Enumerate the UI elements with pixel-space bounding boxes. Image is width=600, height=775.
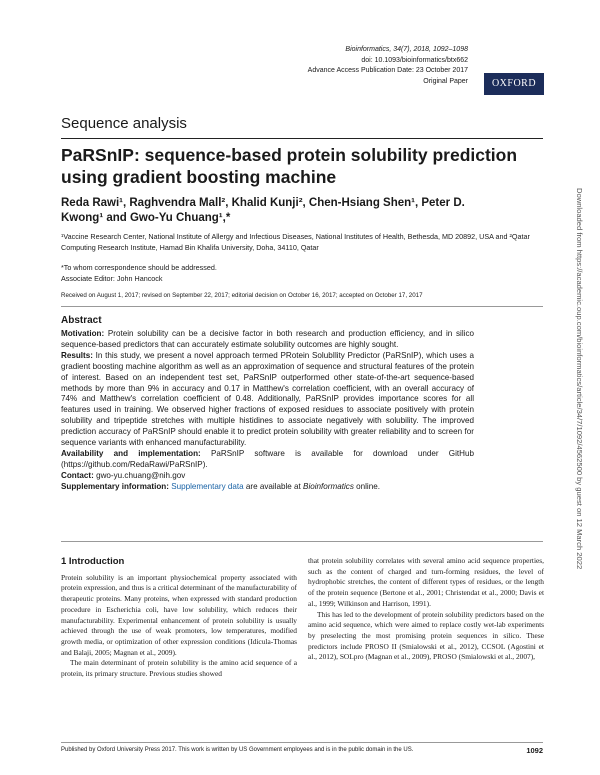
paper-type: Original Paper [423,77,468,85]
doi-link[interactable]: doi: 10.1093/bioinformatics/btx662 [361,56,468,64]
abstract-heading: Abstract [61,315,102,326]
abstract-contact [61,471,474,482]
supplementary-data-link[interactable]: Supplementary data [171,481,244,491]
motivation-text: Protein solubility can be a decisive factor in both research and production efficiency, and in silico sequence-based predictors that can accurately estimate solubility outcomes are highly sought. [61,329,474,349]
supp-mid: are available at [245,481,301,491]
supp-end: online. [356,481,380,491]
affiliations: ¹Vaccine Research Center, National Institute of Allergy and Infectious Diseases, National Institutes of Health, Bethesda, MD 20892, USA and ²Qatar Computing Research Institute, Hamad Bin Khalifa University, Doha, 34110, Qatar [61,232,530,252]
paper-title: PaRSnIP: sequence-based protein solubility prediction using gradient boosting machine [61,145,518,187]
footer-copyright: Published by Oxford University Press 2017. This work is written by US Government employees and is in the public domain in the US. [61,747,414,753]
intro-paragraph-1: Protein solubility is an important physiochemical property associated with protein expression, and thus is a critical determinant of the manufacturability of therapeutic proteins. Many proteins, when expressed with standard production procedure in Escherichia coli, have low solubility, which reduces their manufacturability. Experimental enhancement of protein solubility is usually achieved through the use of weak promoters, low temperatures, modified growth media, or optimization of other expression conditions (Idicula-Thomas and Balaji, 2005; Magnan et al., 2009). [61,572,297,657]
received-dates: Received on August 1, 2017; revised on September 22, 2017; editorial decision on October 16, 2017; accepted on October 17, 2017 [61,292,423,299]
page-number: 1092 [526,746,543,755]
abstract-body [61,329,474,493]
divider [61,306,543,307]
abstract-motivation [61,329,474,351]
abstract-supplementary [61,482,474,493]
contact-label: Contact: [61,470,94,480]
journal-header [308,45,468,87]
left-column [61,557,297,680]
right-column [308,556,544,663]
oxford-logo: OXFORD [484,73,544,95]
motivation-label: Motivation: [61,329,105,338]
download-watermark: Downloaded from https://academic.oup.com/bioinformatics/article/34/7/1092/4562500 by guest on 12 March 2022 [575,188,584,570]
intro-paragraph-3: that protein solubility correlates with several amino acid sequence properties, such as the content of charged and turn-forming residues, the level of hydrophobic stretches, the content of different types of residues, or the length of the protein sequence (Bertone et al., 2001; Christendat et al., 2000; Davis et al., 1999; Wilkinson and Harrison, 1991). [308,556,544,608]
abstract-availability [61,449,474,471]
intro-heading: 1 Introduction [61,556,125,567]
intro-paragraph-2: The main determinant of protein solubility is the amino acid sequence of a protein, its primary structure. Previous studies showed [61,658,297,679]
results-label: Results: [61,350,93,360]
divider [61,138,543,139]
advance-access-date: Advance Access Publication Date: 23 October 2017 [307,67,468,74]
correspondence-block [61,263,217,284]
divider [61,541,543,542]
journal-citation: Bioinformatics, 34(7), 2018, 1092–1098 [345,46,468,53]
section-label: Sequence analysis [61,115,187,132]
availability-text: PaRSnIP software is available for download under GitHub (https://github.com/RedaRawi/PaRSnIP). [61,448,474,469]
supp-label: Supplementary information: [61,481,169,491]
results-text: In this study, we present a novel approach termed PRotein SolubIlity Predictor (PaRSnIP), which uses a gradient boosting machine algorithm as well as an approximation of sequence and structural features of the protein of interest. Based on an independent test set, PaRSnIP outperformed other state-of-the-art sequence-based methods by more than 9% in accuracy and 0.17 in Matthew's correlation coefficient, with an overall accuracy of 74% and Matthew's correlation coefficient of 0.48. Additionally, PaRSnIP provides importance scores for all features used in training. We observed higher fractions of exposed residues to associate positively with protein solubility and tripeptide stretches with multiple histidines to associate negatively with solubility. The improved prediction accuracy of PaRSnIP should enable it to predict protein solubility with greater reliability and to screen for sequence variants with enhanced manufacturability. [61,350,475,448]
intro-paragraph-4: This has led to the development of protein solubility predictors based on the amino acid sequence, which were aimed to replace costly wet-lab experiments by preselecting the most promising protein sequences in silico. These predictors include PROSO II (Smialowski et al., 2012), CCSOL (Agostini et al., 2012), SOLpro (Magnan et al., 2009), PROSO (Smialowski et al., 2007), [308,609,544,662]
availability-label: Availability and implementation: [61,448,201,458]
divider [61,742,543,743]
author-list: Reda Rawi¹, Raghvendra Mall², Khalid Kunji², Chen-Hsiang Shen¹, Peter D. Kwong¹ and Gwo-Yu Chuang¹,* [61,197,465,224]
correspondence-note: *To whom correspondence should be addressed. [61,263,217,272]
supp-journal: Bioinformatics [303,481,354,491]
contact-email[interactable]: gwo-yu.chuang@nih.gov [96,470,186,480]
associate-editor: Associate Editor: John Hancock [61,273,163,283]
abstract-results [61,351,474,449]
